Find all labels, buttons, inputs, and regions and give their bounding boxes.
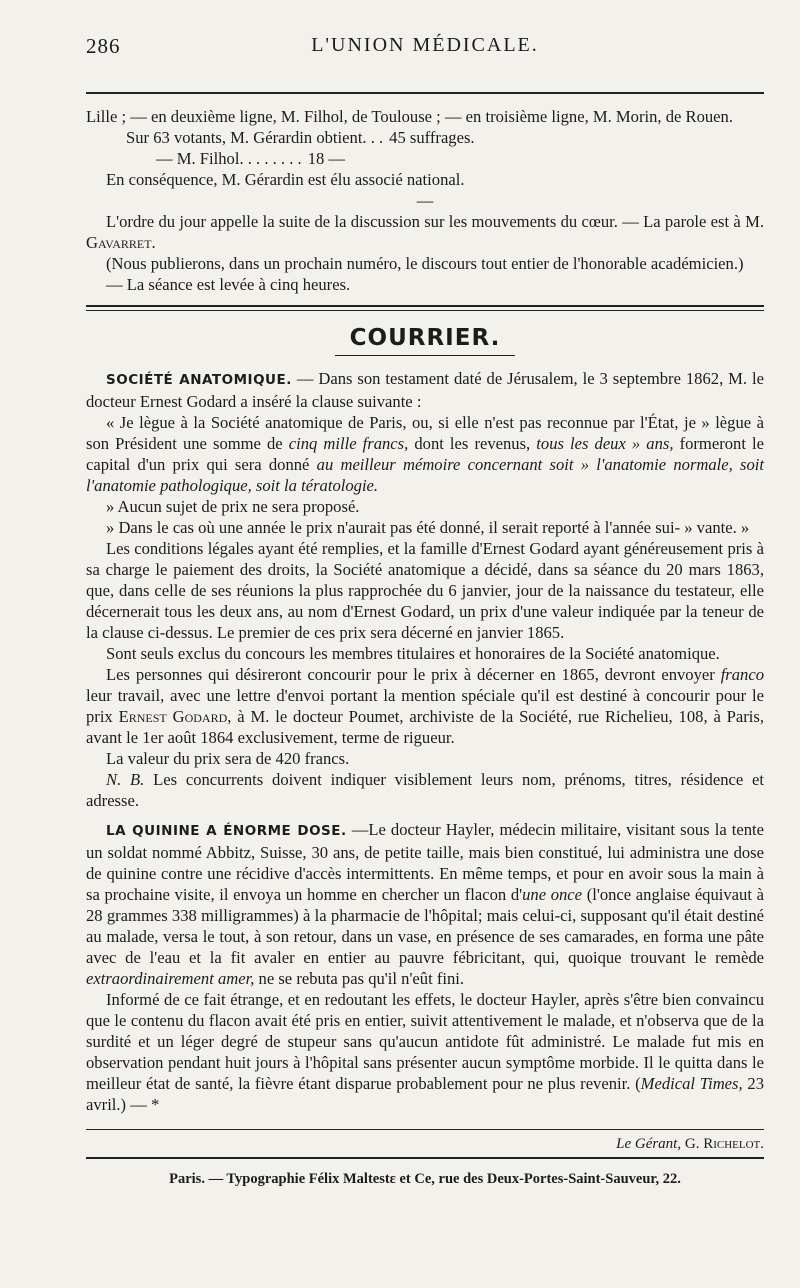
quote-text: dont les revenus, bbox=[414, 434, 531, 453]
running-title: L'UNION MÉDICALE. bbox=[311, 34, 539, 56]
end-rule bbox=[86, 1129, 764, 1130]
prize-value: La valeur du prix sera de 420 francs. bbox=[106, 749, 350, 768]
gerant-signature bbox=[86, 1136, 764, 1153]
italic-text: une once bbox=[522, 885, 583, 904]
vote-label: Sur 63 votants, M. Gérardin obtient. . . bbox=[126, 128, 384, 147]
rubric-quinine: LA QUININE A ÉNORME DOSE. bbox=[106, 823, 347, 839]
body-text: Les concurrents doivent indiquer visiblement leurs nom, prénoms, titres, résidence et adresse. bbox=[86, 770, 764, 810]
gerant-name: G. Richelot. bbox=[684, 1136, 764, 1152]
page-number: 286 bbox=[86, 34, 121, 58]
italic-text: extraordinairement amer, bbox=[86, 969, 255, 988]
body-text: —Le docteur Hayler, médecin militaire, visitant sous la tente un soldat nommé Abbitz, Suisse, 30 ans, de petite taille, mais bien constitué, lui administra une dose de quinine contre une récidive d'accès intermittents. En même temps, et pour en avoir sous la main à sa prochaine visite, il envoya un homme en chercher un flacon d' bbox=[86, 820, 765, 904]
body-text: à M. le docteur Poumet, archiviste de la Société, rue Richelieu, 108, à Paris, avant le 1er août 1864 exclusivement, terme de rigueur. bbox=[86, 707, 764, 747]
section-title: COURRIER. bbox=[349, 325, 501, 351]
gerant-label: Le Gérant, bbox=[616, 1136, 682, 1152]
separator-dash: — bbox=[416, 191, 434, 210]
body-text: Les personnes qui désireront concourir pour le prix à décerner en 1865, devront envoyer bbox=[106, 665, 715, 684]
submission-paragraph bbox=[86, 664, 764, 748]
vote-line-filhol bbox=[156, 148, 764, 169]
body-text: (l'once anglaise équivaut à 28 grammes 338 milligrammes) à la pharmacie de l'hôpital; mais celui-ci, supposant qu'il était destiné au malade, versa le tout, à son retour, dans un vase, en présence de ses camarades, en forma une pâte avec de l'eau et la fit avaler en entier au pauvre fébricitant, qui, quoique trouvant le remède bbox=[86, 885, 764, 967]
source-citation: Medical Times, bbox=[640, 1074, 743, 1093]
agenda-text: L'ordre du jour appelle la suite de la discussion sur les mouvements du cœur. — La parole est à M. bbox=[106, 212, 764, 231]
italic-text: franco bbox=[720, 665, 765, 684]
anatomique-intro bbox=[86, 368, 764, 412]
quote-italic: cinq mille francs, bbox=[288, 434, 409, 453]
footer-rule bbox=[86, 1157, 764, 1159]
quote-text: « Je lègue à la Société anatomique de Paris, ou, si elle n'est pas reconnue par l'État, je » lègue à son Président une somme de bbox=[86, 413, 764, 453]
speaker-name: Gavarret. bbox=[86, 233, 156, 252]
vote-value: 45 suffrages. bbox=[389, 128, 475, 147]
page-header bbox=[86, 34, 764, 64]
section-rule bbox=[86, 305, 764, 311]
quinine-paragraph bbox=[86, 819, 764, 989]
vote-line-gerardin bbox=[126, 127, 764, 148]
testament-quote bbox=[86, 412, 764, 496]
session-closed: — La séance est levée à cinq heures. bbox=[106, 275, 351, 294]
quote-line: » Dans le cas où une année le prix n'aurait pas été donné, il serait reporté à l'année sui- » vante. » bbox=[106, 518, 750, 537]
intro-text: — Dans son testament daté de Jérusalem, le 3 septembre 1862, M. le docteur Ernest Godard a inséré la clause suivante : bbox=[86, 369, 764, 411]
agenda-paragraph bbox=[86, 211, 764, 253]
quote-italic: tous les deux » ans, bbox=[536, 434, 674, 453]
header-rule bbox=[86, 92, 764, 94]
nota-bene bbox=[86, 769, 764, 811]
election-result: En conséquence, M. Gérardin est élu associé national. bbox=[106, 170, 465, 189]
body-text: 23 avril.) — * bbox=[86, 1074, 764, 1114]
conditions-paragraph: Les conditions légales ayant été remplies, et la famille d'Ernest Godard ayant généreusement pris à sa charge le paiement des droits, la Société anatomique a décidé, dans sa séance du 20 mars 1863, que, dans celle de ses réunions la plus rapprochée du 6 janvier, jour de la naissance du testateur, elle décernerait tous les deux ans, au nom d'Ernest Godard, un prix d'une valeur indiquée par la teneur de la clause ci-dessus. Le premier de ces prix sera décerné en janvier 1865. bbox=[86, 539, 764, 642]
body-text: ne se rebuta pas qu'il n'eût fini. bbox=[258, 969, 465, 988]
vote-value: 18 — bbox=[307, 149, 346, 168]
exclusion-paragraph: Sont seuls exclus du concours les membres titulaires et honoraires de la Société anatomique. bbox=[106, 644, 720, 663]
title-underline bbox=[335, 355, 515, 356]
publication-note: (Nous publierons, dans un prochain numéro, le discours tout entier de l'honorable académicien.) bbox=[106, 254, 744, 273]
outcome-paragraph bbox=[86, 989, 764, 1115]
prize-name: Ernest Godard, bbox=[118, 707, 232, 726]
quote-text: formeront le capital d'un prix qui sera donné bbox=[86, 434, 764, 474]
body-text: Informé de ce fait étrange, et en redoutant les effets, le docteur Hayler, après s'être bien convaincu que le contenu du flacon avait été pris en entier, suivit attentivement le malade, et n'observa que de la surdité et un léger degré de stupeur sans qu'aucun antidote fût administré. Le malade fut mis en observation pendant huit jours à l'hôpital sans présenter aucun symptôme morbide. Il le quitta dans le meilleur état de santé, la fièvre étant disparue probablement pour ne plus revenir. ( bbox=[86, 990, 764, 1093]
quote-italic: au meilleur mémoire concernant soit » l'anatomie normale, soit l'anatomie pathologique, soit la tératologie. bbox=[86, 455, 765, 495]
vote-label: — M. Filhol. . . . . . . . bbox=[156, 149, 302, 168]
nb-label: N. B. bbox=[106, 770, 145, 789]
election-paragraph: Lille ; — en deuxième ligne, M. Filhol, de Toulouse ; — en troisième ligne, M. Morin, de Rouen. bbox=[86, 107, 733, 126]
body-text: leur travail, avec une lettre d'envoi portant la mention spéciale qu'il est destiné à concourir pour le prix bbox=[86, 686, 764, 726]
rubric-societe-anatomique: SOCIÉTÉ ANATOMIQUE. bbox=[106, 372, 292, 388]
printer-imprint: Paris. — Typographie Félix Maltestε et Ce, rue des Deux-Portes-Saint-Sauveur, 22. bbox=[169, 1171, 681, 1187]
quote-line: » Aucun sujet de prix ne sera proposé. bbox=[106, 497, 360, 516]
spacer bbox=[86, 811, 764, 819]
